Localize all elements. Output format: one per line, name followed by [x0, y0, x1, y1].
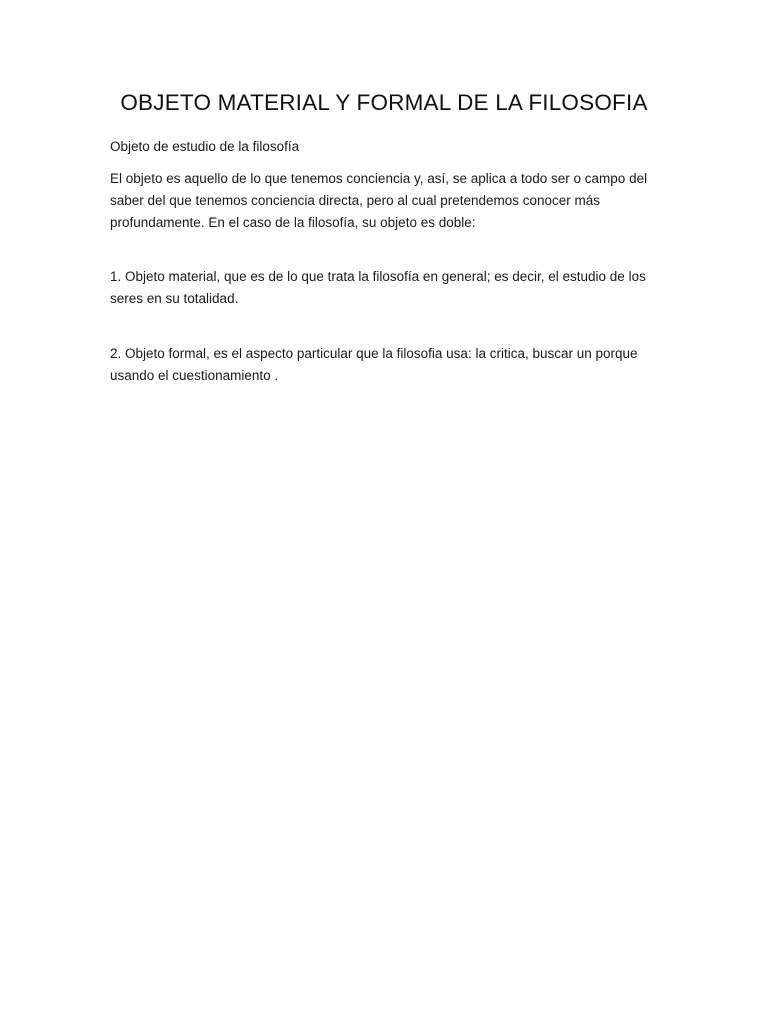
document-body: [110, 88, 658, 387]
intro-paragraph: El objeto es aquello de lo que tenemos conciencia y, así, se aplica a todo ser o campo del saber del que tenemos conciencia directa, pero al cual pretendemos conocer más profundamente. En el caso de la filosofía, su objeto es doble:: [110, 171, 648, 230]
material-object-paragraph: 1. Objeto material, que es de lo que trata la filosofía en general; es decir, el estudio de los seres en su totalidad.: [110, 269, 646, 306]
section-subtitle: Objeto de estudio de la filosofía: [110, 139, 300, 154]
document-title: OBJETO MATERIAL Y FORMAL DE LA FILOSOFIA: [120, 90, 648, 115]
formal-object-paragraph: 2. Objeto formal, es el aspecto particular que la filosofia usa: la critica, buscar un porque usando el cuestionamiento .: [110, 346, 638, 383]
